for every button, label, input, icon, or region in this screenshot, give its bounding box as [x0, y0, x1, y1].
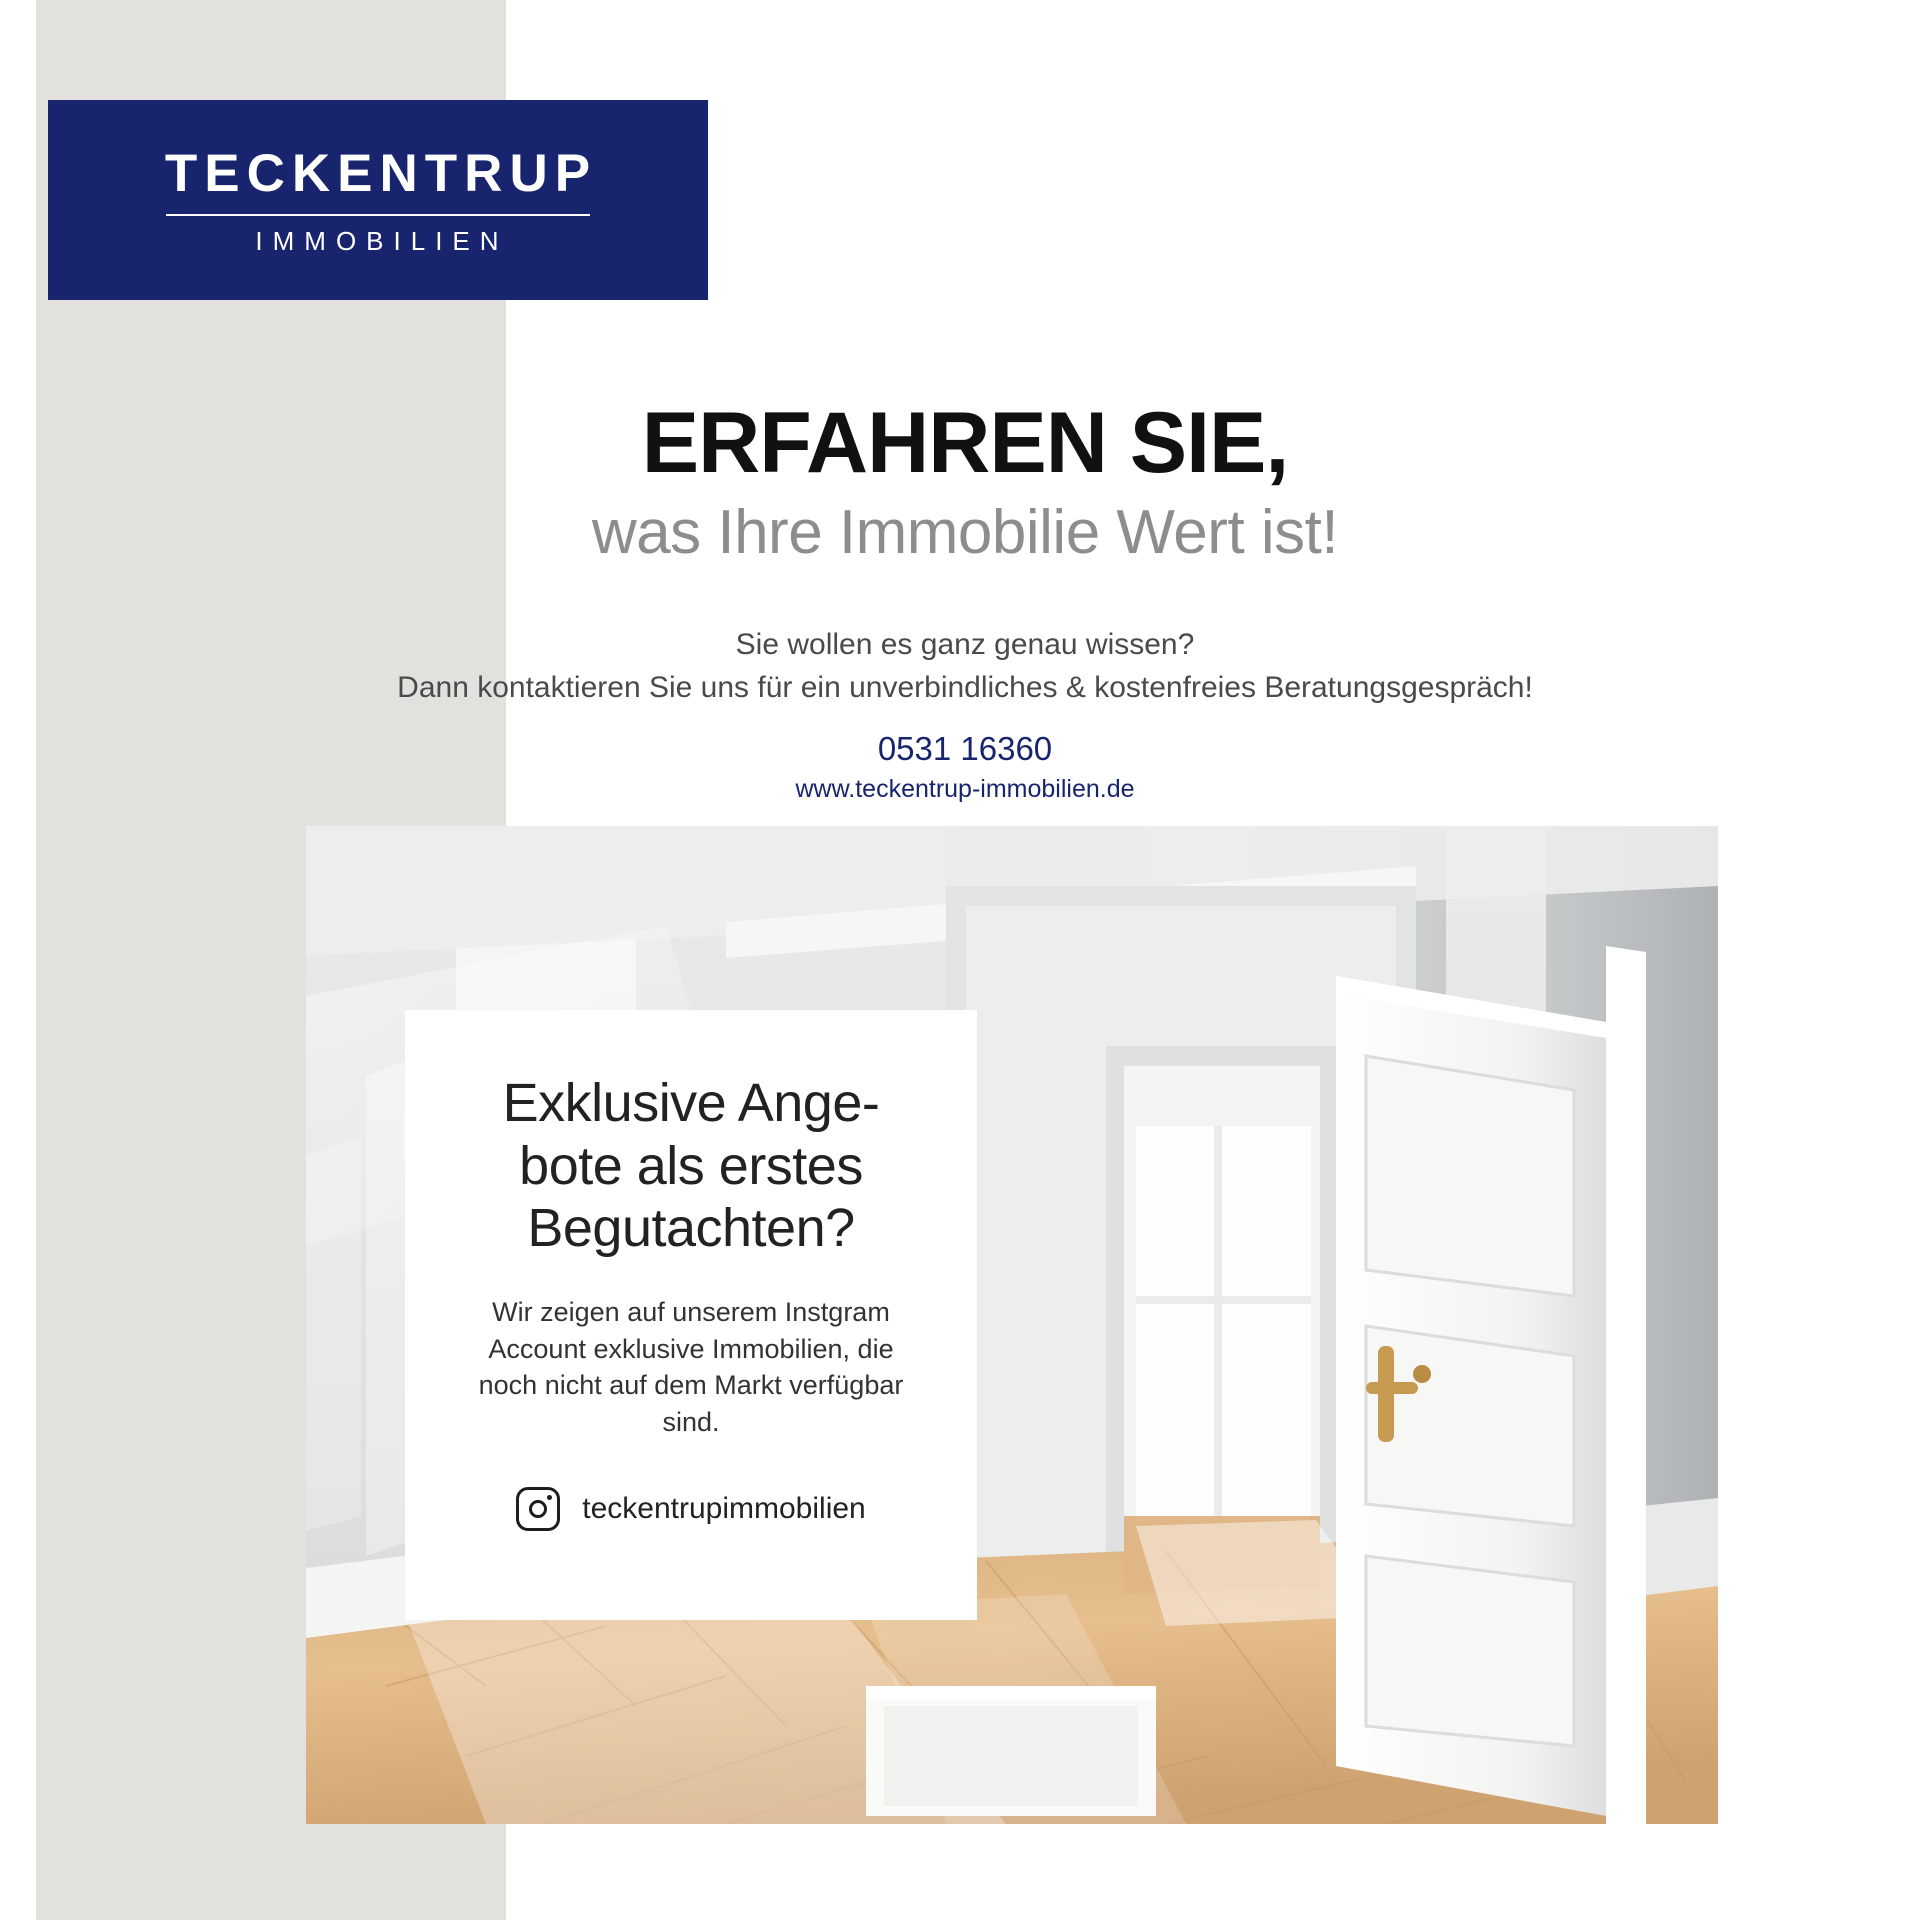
brand-name: TECKENTRUP: [164, 143, 598, 203]
instagram-handle-row[interactable]: [459, 1487, 923, 1531]
card-body: Wir zeigen auf unserem Instgram Account exklusive Immobilien, die noch nicht auf dem Markt verfügbar sind.: [478, 1296, 904, 1438]
card-title: Exklusive Ange- bote als erstes Begutachten?: [502, 1073, 880, 1259]
instagram-icon: [516, 1487, 560, 1531]
headline-secondary: was Ihre Immobilie Wert ist!: [591, 498, 1339, 567]
brand-logo: [48, 100, 708, 300]
instagram-promo-card: [405, 1010, 977, 1620]
phone-number[interactable]: 0531 16360: [877, 730, 1053, 767]
subcopy-line-1: Sie wollen es ganz genau wissen?: [735, 628, 1195, 661]
subcopy-block: [240, 624, 1690, 709]
headline-block: [300, 395, 1630, 567]
website-link[interactable]: www.teckentrup-immobilien.de: [795, 775, 1135, 804]
contact-block: [240, 728, 1690, 807]
brand-subtitle: IMMOBILIEN: [255, 225, 509, 256]
headline-primary: ERFAHREN SIE,: [641, 395, 1289, 491]
logo-divider: [166, 214, 590, 216]
instagram-handle: teckentrupimmobilien: [582, 1491, 866, 1525]
subcopy-line-2: Dann kontaktieren Sie uns für ein unverbindliches & kostenfreies Beratungsgespräch!: [397, 670, 1533, 704]
